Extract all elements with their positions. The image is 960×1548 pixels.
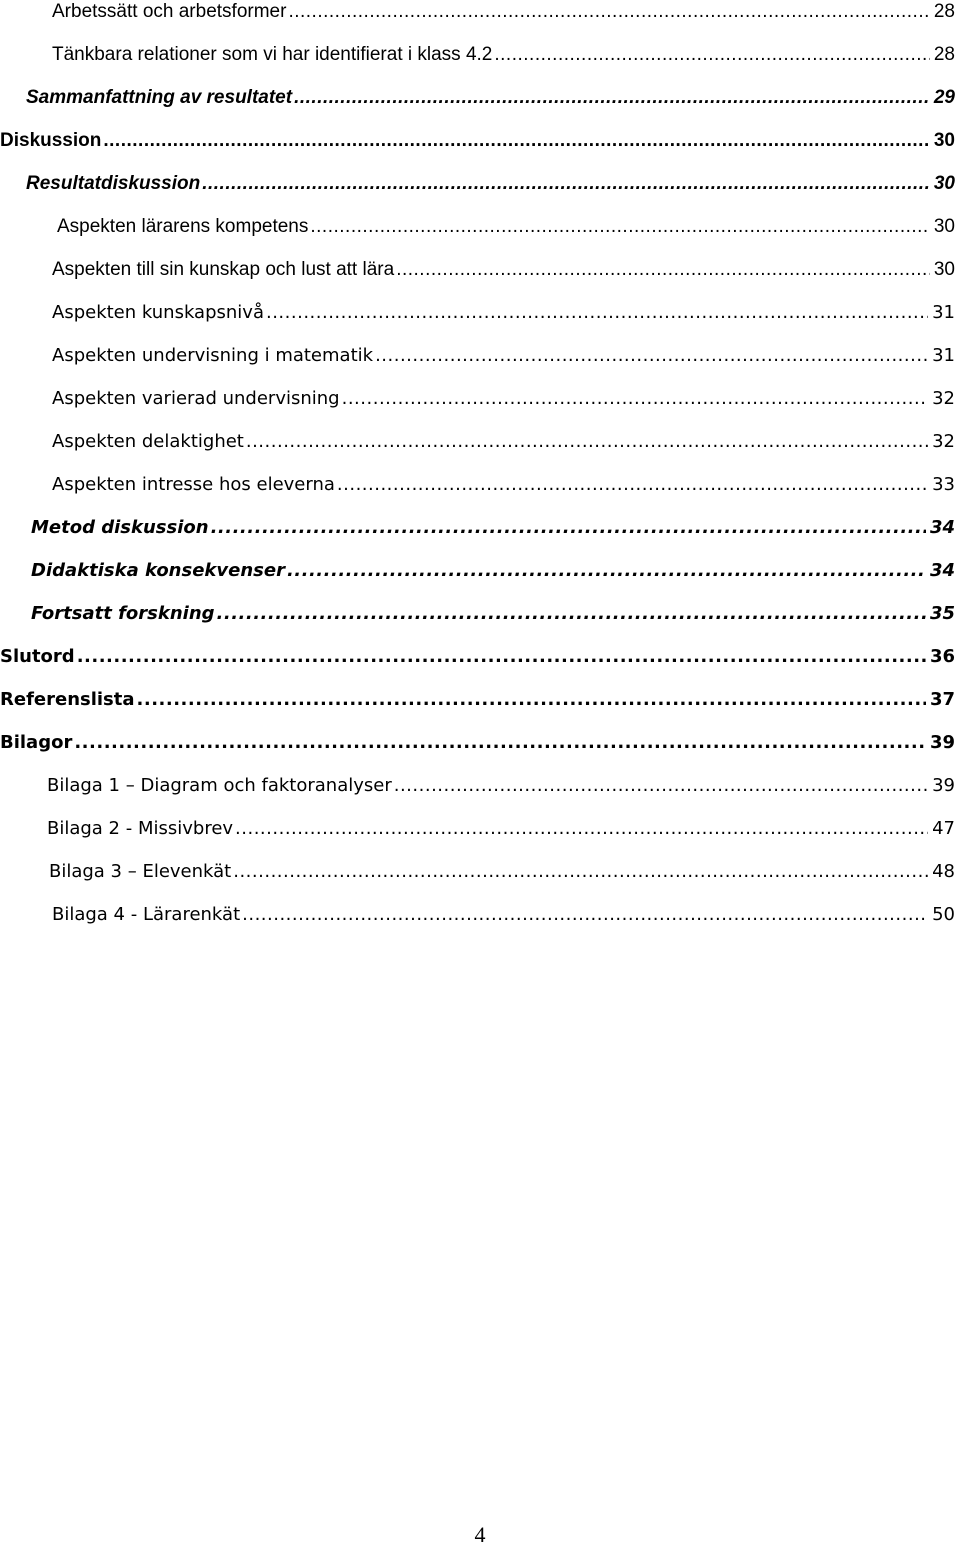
toc-entry[interactable] [49, 857, 955, 887]
toc-entry[interactable] [0, 685, 955, 715]
dot-leader [103, 126, 929, 156]
toc-entry[interactable] [0, 126, 955, 156]
toc-entry-title: Aspekten varierad undervisning [52, 388, 340, 409]
page-number: 4 [474, 1522, 486, 1547]
toc-entry-title: Aspekten kunskapsnivå [52, 302, 264, 323]
toc-entry[interactable] [31, 513, 955, 543]
toc-entry[interactable] [52, 255, 955, 285]
toc-entry-page: 30 [933, 259, 955, 280]
toc-entry-page: 31 [932, 345, 955, 366]
toc-entry-title: Aspekten lärarens kompetens [57, 216, 309, 237]
toc-entry-page: 32 [932, 388, 955, 409]
toc-entry-title: Didaktiska konsekvenser [31, 560, 285, 581]
toc-entry-page: 28 [933, 1, 955, 22]
toc-entry-page: 39 [932, 775, 955, 796]
toc-entry-title: Arbetssätt och arbetsformer [52, 1, 287, 22]
dot-leader [233, 857, 928, 887]
toc-entry-title: Bilagor [0, 732, 73, 753]
toc-entry-title: Referenslista [0, 689, 135, 710]
toc-entry[interactable] [52, 0, 955, 27]
toc-entry-page: 31 [932, 302, 955, 323]
dot-leader [287, 556, 926, 586]
toc-entry-page: 29 [933, 87, 955, 108]
dot-leader [337, 470, 928, 500]
toc-entry[interactable] [31, 556, 955, 586]
toc-entry-title: Bilaga 4 - Lärarenkät [52, 904, 241, 925]
toc-entry-title: Tänkbara relationer som vi har identifierat i klass 4.2 [52, 44, 493, 65]
dot-leader [494, 40, 929, 70]
toc-entry-page: 50 [932, 904, 955, 925]
dot-leader [202, 169, 930, 199]
toc-entry[interactable] [31, 599, 955, 629]
toc-entry[interactable] [52, 298, 955, 328]
toc-entry-page: 36 [929, 646, 955, 667]
dot-leader [394, 771, 928, 801]
dot-leader [217, 599, 926, 629]
toc-entry[interactable] [26, 83, 955, 113]
toc-entry[interactable] [52, 40, 955, 70]
dot-leader [235, 814, 928, 844]
toc-entry-title: Slutord [0, 646, 75, 667]
toc-entry-page: 32 [932, 431, 955, 452]
toc-entry[interactable] [0, 728, 955, 758]
toc-entry[interactable] [0, 642, 955, 672]
dot-leader [74, 728, 926, 758]
toc-entry-title: Aspekten till sin kunskap och lust att lära [52, 259, 395, 280]
dot-leader [294, 83, 930, 113]
toc-entry-title: Aspekten delaktighet [52, 431, 244, 452]
toc-entry-page: 34 [929, 517, 955, 538]
toc-entry-title: Bilaga 3 – Elevenkät [49, 861, 232, 882]
toc-entry-title: Aspekten intresse hos eleverna [52, 474, 335, 495]
toc-entry[interactable] [52, 427, 955, 457]
dot-leader [266, 298, 928, 328]
toc-entry-title: Bilaga 2 - Missivbrev [47, 818, 234, 839]
dot-leader [396, 255, 930, 285]
toc-entry-page: 37 [929, 689, 955, 710]
toc-entry-title: Fortsatt forskning [31, 603, 215, 624]
toc-entry-title: Resultatdiskussion [26, 173, 201, 194]
toc-entry-title: Sammanfattning av resultatet [26, 87, 293, 108]
toc-entry-page: 35 [929, 603, 955, 624]
toc-entry-page: 39 [929, 732, 955, 753]
toc-entry[interactable] [57, 212, 955, 242]
toc-entry-title: Diskussion [0, 130, 102, 151]
toc-entry-title: Aspekten undervisning i matematik [52, 345, 374, 366]
dot-leader [137, 685, 926, 715]
dot-leader [246, 427, 928, 457]
toc-entry-page: 30 [933, 216, 955, 237]
toc-entry-page: 28 [933, 44, 955, 65]
dot-leader [310, 212, 929, 242]
dot-leader [242, 900, 928, 930]
toc-entry[interactable] [47, 771, 955, 801]
toc-entry[interactable] [26, 169, 955, 199]
dot-leader [288, 0, 929, 27]
toc-entry[interactable] [52, 341, 955, 371]
dot-leader [211, 513, 926, 543]
toc-entry-page: 47 [932, 818, 955, 839]
toc-entry-title: Bilaga 1 – Diagram och faktoranalyser [47, 775, 392, 796]
toc-entry-page: 33 [932, 474, 955, 495]
toc-entry-title: Metod diskussion [31, 517, 209, 538]
toc-entry[interactable] [47, 814, 955, 844]
toc-entry-page: 48 [932, 861, 955, 882]
toc-entry-page: 30 [933, 130, 955, 151]
toc-entry[interactable] [52, 900, 955, 930]
toc-entry-page: 34 [929, 560, 955, 581]
dot-leader [77, 642, 926, 672]
dot-leader [342, 384, 928, 414]
toc-entry-page: 30 [933, 173, 955, 194]
dot-leader [375, 341, 928, 371]
toc-entry[interactable] [52, 384, 955, 414]
toc-entry[interactable] [52, 470, 955, 500]
